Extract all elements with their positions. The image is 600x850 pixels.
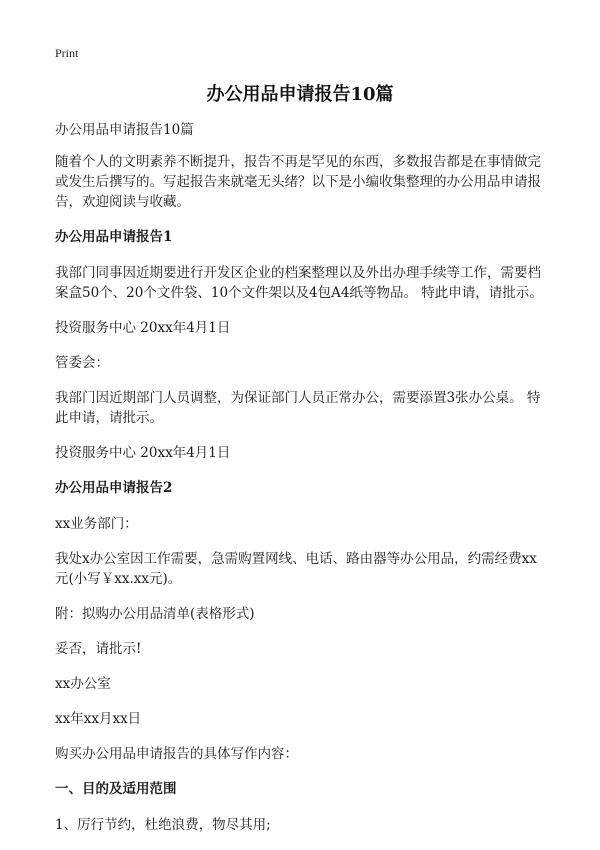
part-1-heading: 一、目的及适用范围 (55, 781, 177, 797)
section-1-signature-2: 投资服务中心 20xx年4月1日 (55, 445, 231, 461)
intro-paragraph: 随着个人的文明素养不断提升，报告不再是罕见的东西，多数报告都是在事情做完或发生后撰写的。写起报告来就毫无头绪？以下是小编收集整理的办公用品申请报告，欢迎阅读与收藏。 (55, 154, 541, 210)
section-1-heading: 办公用品申请报告1 (55, 229, 173, 245)
section-2-heading: 办公用品申请报告2 (55, 480, 173, 496)
section-2-closing: 妥否，请批示! (55, 641, 142, 657)
section-1-addressee: 管委会： (55, 355, 109, 371)
part-1-item-1: 1、厉行节约，杜绝浪费，物尽其用; (55, 817, 271, 833)
section-2-sender: xx办公室 (55, 676, 111, 692)
section-2-date: xx年xx月xx日 (55, 711, 142, 727)
section-2-attachment: 附：拟购办公用品清单(表格形式) (55, 606, 255, 622)
document-subtitle: 办公用品申请报告10篇 (55, 122, 194, 138)
section-2-addressee: xx业务部门： (55, 516, 138, 532)
print-label: Print (55, 46, 79, 60)
document-body (55, 120, 550, 850)
writing-intro: 购买办公用品申请报告的具体写作内容： (55, 746, 298, 762)
document-title: 办公用品申请报告10篇 (206, 84, 394, 105)
section-1-paragraph-2: 我部门因近期部门人员调整，为保证部门人员正常办公，需要添置3张办公桌。 特此申请，请批示。 (55, 390, 541, 426)
section-1-signature-1: 投资服务中心 20xx年4月1日 (55, 320, 231, 336)
section-1-paragraph-1: 我部门同事因近期要进行开发区企业的档案整理以及外出办理手续等工作，需要档案盒50个、20个文件袋、10个文件架以及4包A4纸等物品。 特此申请，请批示。 (55, 265, 543, 301)
section-2-paragraph-1: 我处x办公室因工作需要，急需购置网线、电话、路由器等办公用品，约需经费xx元(小写￥xx.xx元)。 (55, 551, 537, 587)
